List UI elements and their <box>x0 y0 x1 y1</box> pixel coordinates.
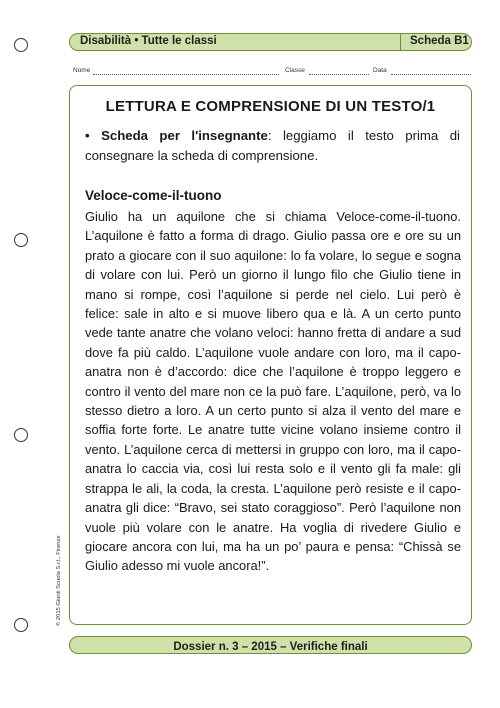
header-sheet-id: Scheda B1 <box>410 35 469 47</box>
header-category: Disabilità • Tutte le classi <box>80 35 217 47</box>
name-field[interactable] <box>93 74 279 75</box>
student-info-row <box>73 67 471 79</box>
binder-hole-2 <box>14 233 28 247</box>
date-label: Data <box>373 67 387 74</box>
class-label: Classe <box>285 67 305 74</box>
teacher-note <box>85 126 460 166</box>
binder-hole-3 <box>14 428 28 442</box>
teacher-note-text: : leggiamo il testo prima di consegnare la scheda di comprensione. <box>85 128 460 163</box>
footer-label: Dossier n. 3 – 2015 – Verifiche finali <box>173 641 368 653</box>
story-text: Giulio ha un aquilone che si chiama Veloce-come-il-tuono. L’aquilone è fatto a forma di drago. Giulio passa ore e ore su un prato a giocare con il suo aquilone: lo fa volare, lo segue e sogna di volare con lui. Però un giorno il lungo filo che Giulio tiene in mano si rompe, così l’aquilone si perde nel cielo. Lui però è felice: sale in alto e si muove libero qua e là. A un certo punto vede tante anatre che volano veloci: hanno fretta di andare a sud dove fa più caldo. L’aquilone vuole andare con loro, ma il capo-anatra non è d’accordo: dice che l’aquilone è troppo leggero e contro il vento del mare non ce la può fare. L’aquilone, però, va lo stesso dietro a loro. A un certo punto si alza il vento del mare e soffia forte forte. Le anatre tutte vicine volano insieme contro il vento. L’aquilone cerca di mettersi in gruppo con loro, ma il capo-anatra lo caccia via, così lui resta solo e il vento gli fa male: gli strappa le ali, la coda, la cresta. L’aquilone però resiste e il capo-anatra gli dice: “Bravo, sei stato coraggioso”. Però l’aquilone non vuole più volare con le anatre. Ha voglia di rivedere Giulio e giocare ancora con lui, ma ha un po’ paura e pensa: “Chissà se Giulio adesso mi vuole ancora!”. <box>85 209 461 574</box>
binder-hole-1 <box>14 38 28 52</box>
worksheet-content <box>69 85 472 625</box>
footer-bar <box>69 636 472 654</box>
header-divider <box>400 34 401 50</box>
copyright-notice: © 2015 Giunti Scuola S.r.l., Firenze <box>56 535 62 626</box>
worksheet-title: LETTURA E COMPRENSIONE DI UN TESTO/1 <box>105 98 436 115</box>
story-title: Veloce-come-il-tuono <box>85 188 222 203</box>
date-field[interactable] <box>391 74 471 75</box>
name-label: Nome <box>73 67 91 74</box>
class-field[interactable] <box>309 74 369 75</box>
binder-hole-4 <box>14 618 28 632</box>
teacher-note-label: • Scheda per l'insegnante <box>85 128 268 143</box>
header-bar <box>69 33 472 51</box>
